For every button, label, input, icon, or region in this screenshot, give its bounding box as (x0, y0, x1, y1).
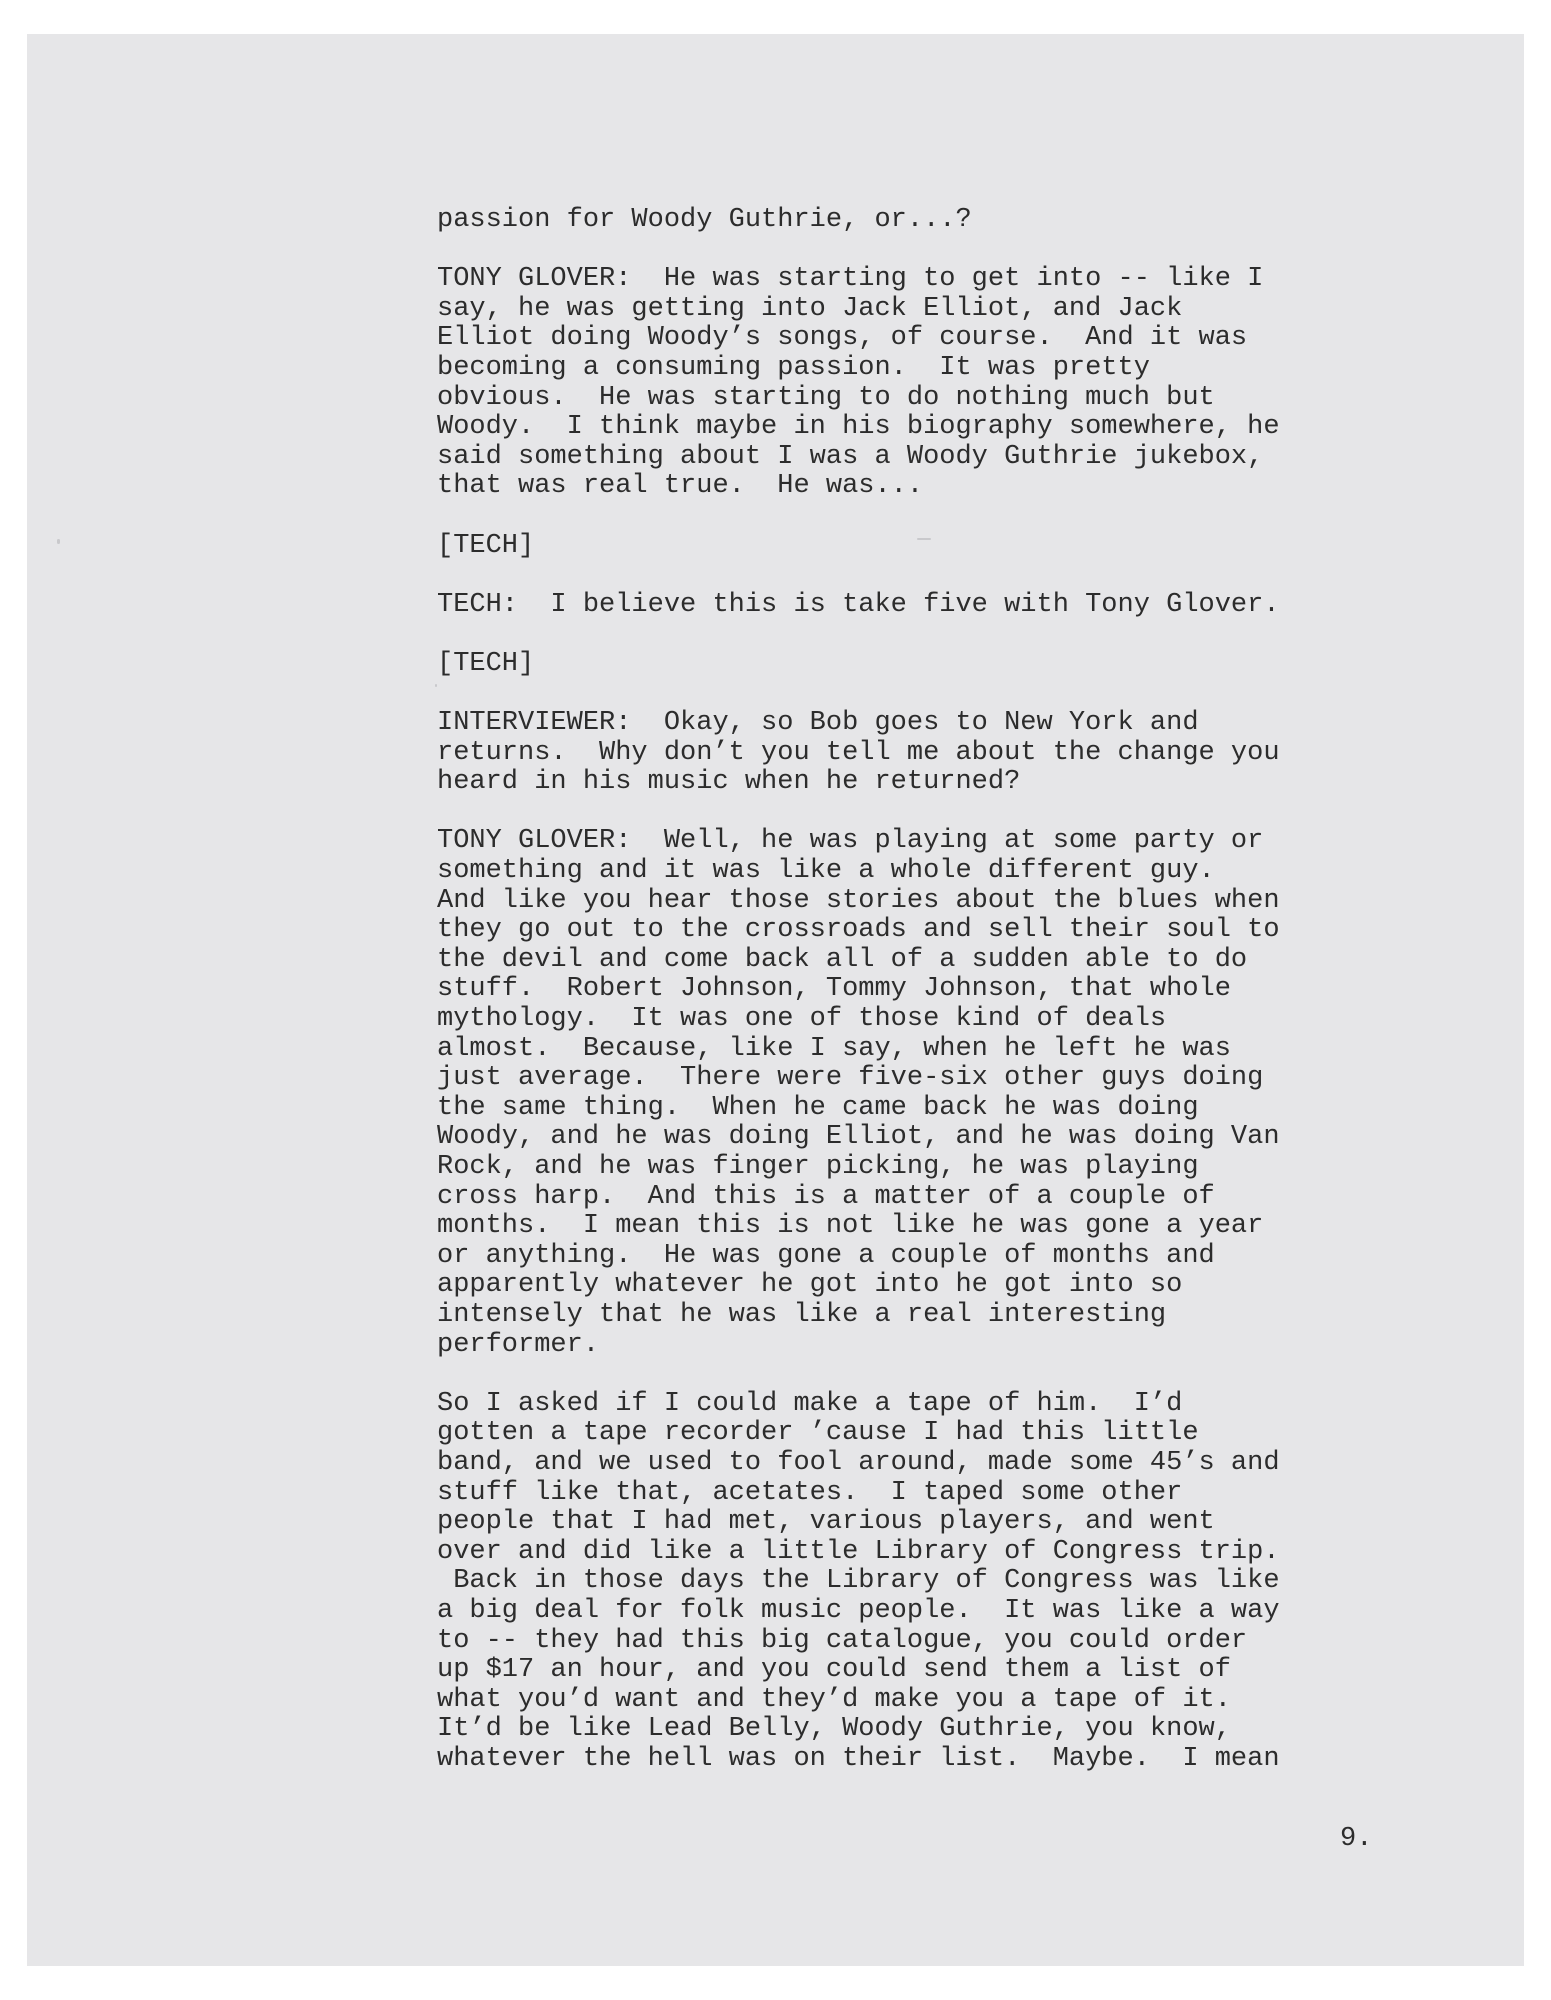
transcript-line: Back in those days the Library of Congress was like (437, 1566, 1280, 1597)
transcript-line: Elliot doing Woody’s songs, of course. And it was (437, 323, 1248, 354)
transcript-line: to -- they had this big catalogue, you could order (437, 1625, 1248, 1656)
transcript-line: mythology. It was one of those kind of deals (437, 1004, 1167, 1035)
transcript-line: over and did like a little Library of Congress trip. (437, 1536, 1280, 1567)
transcript-line: So I asked if I could make a tape of him. I’d (437, 1388, 1183, 1419)
transcript-line: the devil and come back all of a sudden able to do (437, 944, 1248, 975)
transcript-line: TONY GLOVER: He was starting to get into -- like I (437, 264, 1264, 295)
transcript-line: up $17 an hour, and you could send them a list of (437, 1655, 1231, 1686)
transcript-line: INTERVIEWER: Okay, so Bob goes to New York and (437, 708, 1199, 739)
transcript-line: returns. Why don’t you tell me about the change you (437, 737, 1280, 768)
transcript-line: months. I mean this is not like he was gone a year (437, 1211, 1264, 1242)
paragraph-gap (437, 236, 1397, 266)
transcript-line: [TECH] (437, 648, 535, 679)
transcript-line: cross harp. And this is a matter of a couple of (437, 1181, 1215, 1212)
transcript-line: they go out to the crossroads and sell their soul to (437, 915, 1280, 946)
transcript-line: It’d be like Lead Belly, Woody Guthrie, you know, (437, 1714, 1231, 1745)
paragraph-gap (437, 561, 1397, 591)
transcript-body (437, 206, 1397, 1774)
transcript-line: gotten a tape recorder ’cause I had this little (437, 1418, 1199, 1449)
transcript-line: [TECH] (437, 530, 535, 561)
transcript-line: heard in his music when he returned? (437, 767, 1021, 798)
transcript-line: a big deal for folk music people. It was like a way (437, 1595, 1280, 1626)
transcript-line: TECH: I believe this is take five with Tony Glover. (437, 589, 1280, 620)
paragraph-gap (437, 1360, 1397, 1390)
transcript-line: band, and we used to fool around, made some 45’s and (437, 1447, 1280, 1478)
scan-speck (57, 539, 60, 544)
transcript-line: the same thing. When he came back he was doing (437, 1092, 1199, 1123)
transcript-line: obvious. He was starting to do nothing much but (437, 382, 1215, 413)
transcript-paragraph (437, 206, 1397, 236)
transcript-line: whatever the hell was on their list. Maybe. I mean (437, 1743, 1280, 1774)
transcript-line: Woody. I think maybe in his biography somewhere, he (437, 412, 1280, 443)
transcript-paragraph (437, 650, 1397, 680)
transcript-line: becoming a consuming passion. It was pretty (437, 352, 1150, 383)
transcript-line: stuff. Robert Johnson, Tommy Johnson, that whole (437, 974, 1231, 1005)
transcript-line: that was real true. He was... (437, 471, 924, 502)
transcript-line: Rock, and he was finger picking, he was playing (437, 1152, 1199, 1182)
transcript-line: And like you hear those stories about the blues when (437, 885, 1280, 916)
transcript-paragraph (437, 265, 1397, 502)
paragraph-gap (437, 798, 1397, 828)
transcript-line: or anything. He was gone a couple of months and (437, 1240, 1215, 1271)
transcript-line: TONY GLOVER: Well, he was playing at some party or (437, 826, 1264, 857)
transcript-line: intensely that he was like a real interesting (437, 1299, 1167, 1330)
transcript-line: performer. (437, 1329, 600, 1360)
transcript-line: something and it was like a whole different guy. (437, 856, 1215, 887)
transcript-paragraph (437, 591, 1397, 621)
transcript-paragraph (437, 827, 1397, 1360)
paragraph-gap (437, 620, 1397, 650)
transcript-line: said something about I was a Woody Guthrie jukebox, (437, 441, 1264, 472)
transcript-line: say, he was getting into Jack Elliot, and Jack (437, 293, 1183, 324)
transcript-line: stuff like that, acetates. I taped some other (437, 1477, 1183, 1508)
transcript-line: what you’d want and they’d make you a tape of it. (437, 1684, 1231, 1715)
transcript-paragraph (437, 709, 1397, 798)
transcript-line: Woody, and he was doing Elliot, and he was doing Van (437, 1122, 1280, 1153)
transcript-line: apparently whatever he got into he got into so (437, 1270, 1183, 1301)
transcript-line: just average. There were five-six other guys doing (437, 1063, 1264, 1094)
transcript-line: almost. Because, like I say, when he left he was (437, 1033, 1231, 1064)
transcript-line: passion for Woody Guthrie, or...? (437, 205, 972, 235)
paragraph-gap (437, 680, 1397, 710)
transcript-line: people that I had met, various players, and went (437, 1507, 1215, 1538)
paragraph-gap (437, 502, 1397, 532)
transcript-paragraph (437, 532, 1397, 562)
transcript-paragraph (437, 1390, 1397, 1775)
page-number: 9. (1340, 1824, 1373, 1854)
